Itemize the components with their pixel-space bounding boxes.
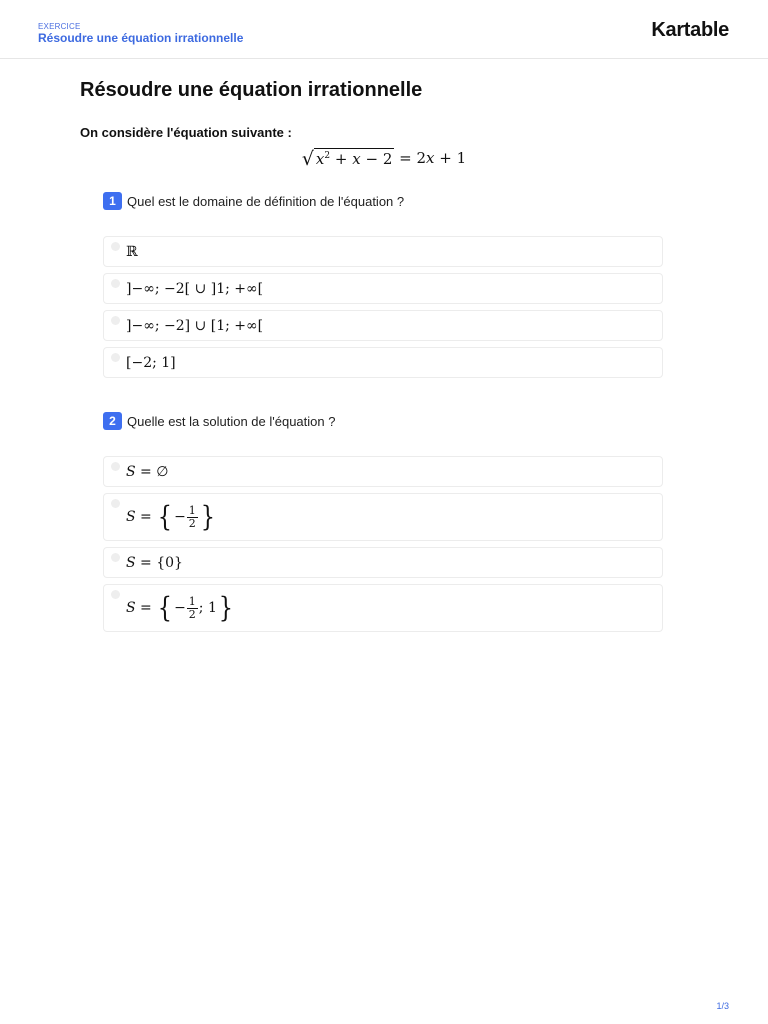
page-number: 1/3 [716, 1001, 729, 1011]
answer-option[interactable] [103, 456, 663, 487]
option-label: S = { − $\frac{1}{2}$ } [126, 500, 215, 533]
option-label: ]−∞; −2] ∪ [1; +∞[ [126, 317, 264, 334]
fraction: $\frac{1}{2}$ [188, 594, 196, 621]
fraction: $\frac{1}{2}$ [188, 503, 196, 530]
answer-option[interactable] [103, 273, 663, 304]
question-2 [103, 412, 335, 430]
answer-option[interactable] [103, 547, 663, 578]
question-number-badge: 2 [103, 412, 122, 430]
square-root: √ $x^2 + x - 2$ [301, 148, 393, 170]
answer-option[interactable] [103, 493, 663, 541]
radio-button[interactable] [111, 279, 120, 288]
answer-option[interactable] [103, 236, 663, 267]
option-label: S = {0} [126, 554, 183, 571]
option-label: [−2; 1] [126, 354, 176, 371]
option-label: S = { − $\frac{1}{2}$ ; 1 } [126, 591, 233, 624]
kartable-logo[interactable]: Kartable [651, 19, 729, 41]
radio-button[interactable] [111, 242, 120, 251]
exercise-kicker: EXERCICE [38, 22, 81, 31]
radio-button[interactable] [111, 316, 120, 325]
option-label: ]−∞; −2[ ∪ ]1; +∞[ [126, 280, 264, 297]
page-header [0, 0, 768, 59]
intro-text: On considère l'équation suivante : [80, 125, 292, 140]
radio-button[interactable] [111, 499, 120, 508]
question-text: Quelle est la solution de l'équation ? [127, 413, 336, 429]
option-label: S = ∅ [126, 463, 169, 480]
header-exercise-title[interactable]: Résoudre une équation irrationnelle [38, 31, 244, 45]
radio-button[interactable] [111, 462, 120, 471]
question-1 [103, 192, 404, 210]
option-label: ℝ [126, 243, 138, 260]
question-text: Quel est le domaine de définition de l'équation ? [127, 193, 405, 209]
radio-button[interactable] [111, 590, 120, 599]
page-title: Résoudre une équation irrationnelle [80, 79, 423, 101]
answer-option[interactable] [103, 347, 663, 378]
question-number-badge: 1 [103, 192, 122, 210]
answer-option[interactable] [103, 584, 663, 632]
main-equation: √ $x^2 + x - 2 = 2x + 1$ [301, 148, 467, 170]
answer-option[interactable] [103, 310, 663, 341]
radio-button[interactable] [111, 353, 120, 362]
radio-button[interactable] [111, 553, 120, 562]
